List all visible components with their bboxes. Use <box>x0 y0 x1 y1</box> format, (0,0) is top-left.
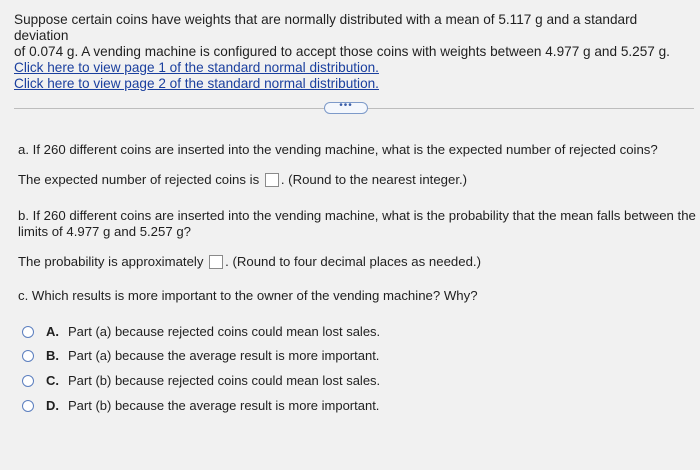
option-letter: B. <box>46 348 59 363</box>
part-b-question-line-2: limits of 4.977 g and 5.257 g? <box>18 224 192 239</box>
probability-answer-box[interactable] <box>209 255 223 269</box>
expand-more-button[interactable] <box>324 102 368 114</box>
part-c-question: c. Which results is more important to the owner of the vending machine? Why? <box>18 288 478 303</box>
radio-button-icon[interactable] <box>22 375 34 387</box>
radio-button-icon[interactable] <box>22 326 34 338</box>
part-a-suffix: . (Round to the nearest integer.) <box>280 172 468 187</box>
radio-button-icon[interactable] <box>22 350 34 362</box>
option-letter: D. <box>46 398 59 413</box>
part-b-answer-row <box>18 254 481 270</box>
ellipsis-icon: ••• <box>339 100 353 111</box>
option-d[interactable] <box>22 398 379 414</box>
intro-line-2: of 0.074 g. A vending machine is configured to accept those coins with weights between 4.977 g and 5.257 g. <box>14 44 670 59</box>
part-a-prefix: The expected number of rejected coins is <box>18 172 260 187</box>
option-b[interactable] <box>22 348 379 364</box>
option-text: Part (a) because rejected coins could mean lost sales. <box>68 324 381 339</box>
part-a-question: a. If 260 different coins are inserted into the vending machine, what is the expected number of rejected coins? <box>18 142 658 157</box>
problem-statement <box>14 12 694 91</box>
option-letter: C. <box>46 373 59 388</box>
part-b-question <box>18 208 696 240</box>
part-b-prefix: The probability is approximately <box>18 254 204 269</box>
option-text: Part (a) because the average result is more important. <box>68 348 380 363</box>
radio-button-icon[interactable] <box>22 400 34 412</box>
intro-line-1: Suppose certain coins have weights that are normally distributed with a mean of 5.117 g and a standard deviation <box>14 12 638 43</box>
option-letter: A. <box>46 324 59 339</box>
option-c[interactable] <box>22 373 380 389</box>
rejected-coins-answer-box[interactable] <box>265 173 279 187</box>
part-b-suffix: . (Round to four decimal places as needed.) <box>225 254 481 269</box>
part-a-answer-row <box>18 172 467 188</box>
normal-table-page2-link[interactable]: Click here to view page 2 of the standard normal distribution. <box>14 75 379 91</box>
option-text: Part (b) because the average result is more important. <box>68 398 380 413</box>
option-a[interactable] <box>22 324 380 340</box>
part-b-question-line-1: b. If 260 different coins are inserted into the vending machine, what is the probability that the mean falls between the <box>18 208 696 223</box>
normal-table-page1-link[interactable]: Click here to view page 1 of the standard normal distribution. <box>14 60 379 75</box>
option-text: Part (b) because rejected coins could mean lost sales. <box>68 373 381 388</box>
